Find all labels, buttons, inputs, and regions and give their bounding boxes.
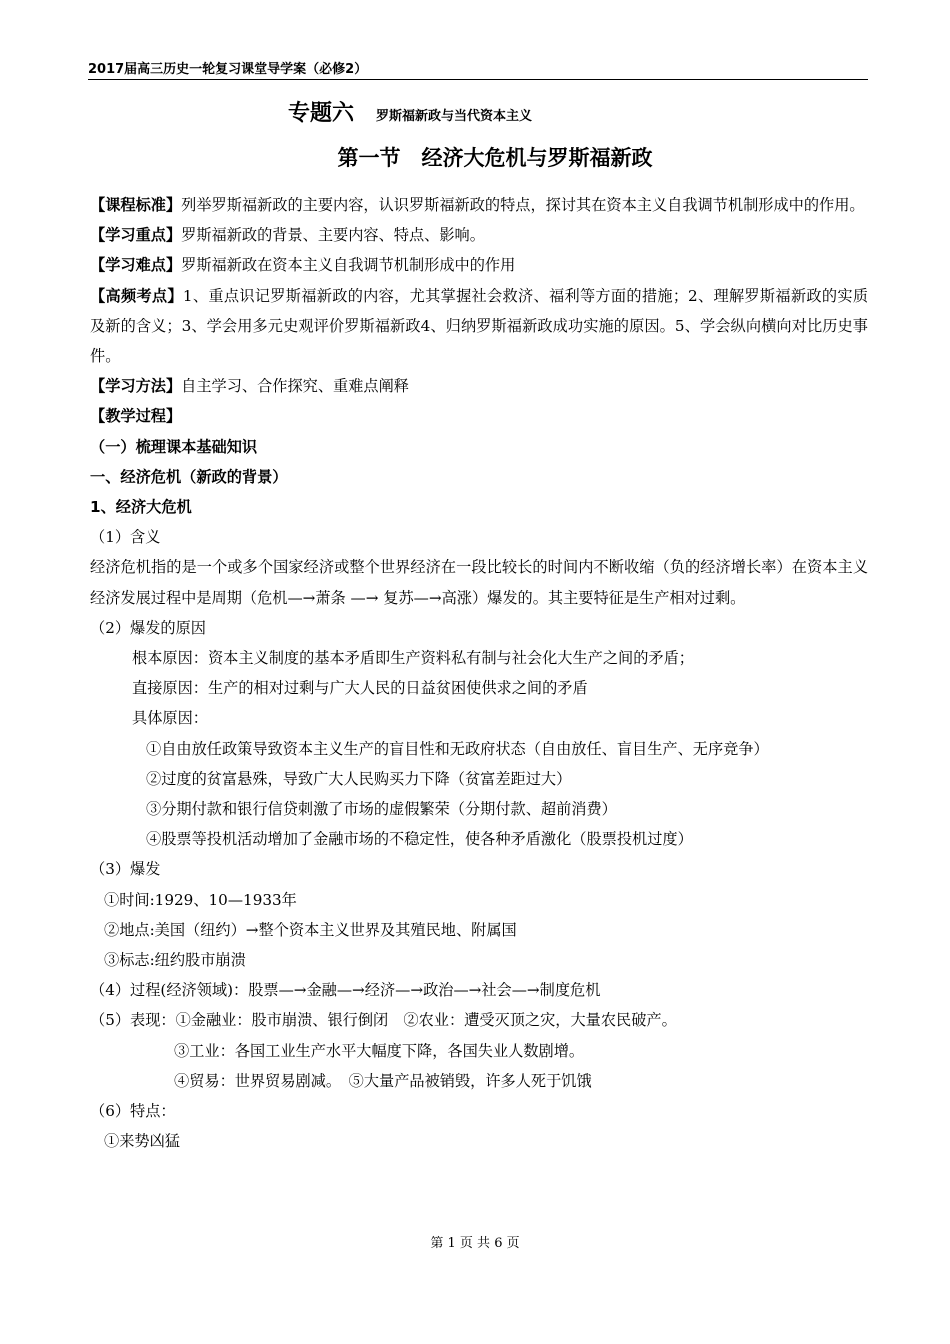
topic-name: 罗斯福新政与当代资本主义 xyxy=(376,109,533,124)
heading-economic-crisis: 一、经济危机（新政的背景） xyxy=(90,467,288,486)
outbreak-sign: ③标志:纽约股市崩溃 xyxy=(104,951,246,970)
page-header: 2017届高三历史一轮复习课堂导学案（必修2） xyxy=(88,58,868,80)
subheading-causes: （2）爆发的原因 xyxy=(90,618,206,637)
direct-cause: 直接原因：生产的相对过剩与广大人民的日益贫困使供求之间的矛盾 xyxy=(132,679,588,698)
cause-item: ③分期付款和银行信贷刺激了市场的虚假繁荣（分期付款、超前消费） xyxy=(146,800,617,819)
root-cause: 根本原因：资本主义制度的基本矛盾即生产资料私有制与社会化大生产之间的矛盾； xyxy=(132,649,694,668)
topic-title xyxy=(288,96,532,130)
subheading-definition: （1）含义 xyxy=(90,528,161,547)
document-body xyxy=(90,190,868,1157)
learning-method: 【学习方法】自主学习、合作探究、重难点阐释 xyxy=(90,377,409,396)
outbreak-time: ①时间:1929、10—1933年 xyxy=(104,890,297,909)
manifestation-line: （5）表现：①金融业：股市崩溃、银行倒闭 ②农业：遭受灭顶之灾，大量农民破产。 xyxy=(90,1011,677,1030)
process-line: （4）过程(经济领域)：股票—→金融—→经济—→政治—→社会—→制度危机 xyxy=(90,981,601,1000)
page-footer: 第 1 页 共 6 页 xyxy=(430,1236,520,1251)
heading-great-depression: 1、经济大危机 xyxy=(90,498,192,517)
subheading-features: （6）特点： xyxy=(90,1102,176,1121)
manifestation-item: ④贸易：世界贸易剧减。 ⑤大量产品被销毁，许多人死于饥饿 xyxy=(174,1071,592,1090)
cause-item: ④股票等投机活动增加了金融市场的不稳定性，使各种矛盾激化（股票投机过度） xyxy=(146,830,693,849)
exam-points: 【高频考点】1、重点识记罗斯福新政的内容，尤其掌握社会救济、福利等方面的措施；2、理解罗斯福新政的实质及新的含义；3、学会用多元史观评价罗斯福新政4、归纳罗斯福新政成功实施的原因。5、学会纵向横向对比历史事件。 xyxy=(90,286,869,366)
feature-item: ①来势凶猛 xyxy=(104,1132,180,1151)
course-standard: 【课程标准】列举罗斯福新政的主要内容，认识罗斯福新政的特点，探讨其在资本主义自我调节机制形成中的作用。 xyxy=(90,196,865,214)
teaching-process-heading: 【教学过程】 xyxy=(90,407,182,426)
section-title: 第一节 经济大危机与罗斯福新政 xyxy=(337,146,653,170)
topic-number: 专题六 xyxy=(288,101,355,126)
cause-item: ①自由放任政策导致资本主义生产的盲目性和无政府状态（自由放任、盲目生产、无序竞争） xyxy=(146,739,769,758)
specific-cause-label: 具体原因： xyxy=(132,709,208,728)
cause-item: ②过度的贫富悬殊，导致广大人民购买力下降（贫富差距过大） xyxy=(146,769,572,788)
learning-difficulty: 【学习难点】罗斯福新政在资本主义自我调节机制形成中的作用 xyxy=(90,256,516,275)
outbreak-place: ②地点:美国（纽约）→整个资本主义世界及其殖民地、附属国 xyxy=(104,920,517,939)
definition-text: 经济危机指的是一个或多个国家经济或整个世界经济在一段比较长的时间内不断收缩（负的经济增长率）在资本主义经济发展过程中是周期（危机—→萧条 —→ 复苏—→高涨）爆发的。其主要特征是生产相对过剩。 xyxy=(90,558,868,607)
subheading-outbreak: （3）爆发 xyxy=(90,860,161,879)
part-one-heading: （一）梳理课本基础知识 xyxy=(90,437,258,456)
manifestation-item: ③工业：各国工业生产水平大幅度下降，各国失业人数剧增。 xyxy=(174,1041,585,1060)
learning-focus: 【学习重点】罗斯福新政的背景、主要内容、特点、影响。 xyxy=(90,226,485,245)
